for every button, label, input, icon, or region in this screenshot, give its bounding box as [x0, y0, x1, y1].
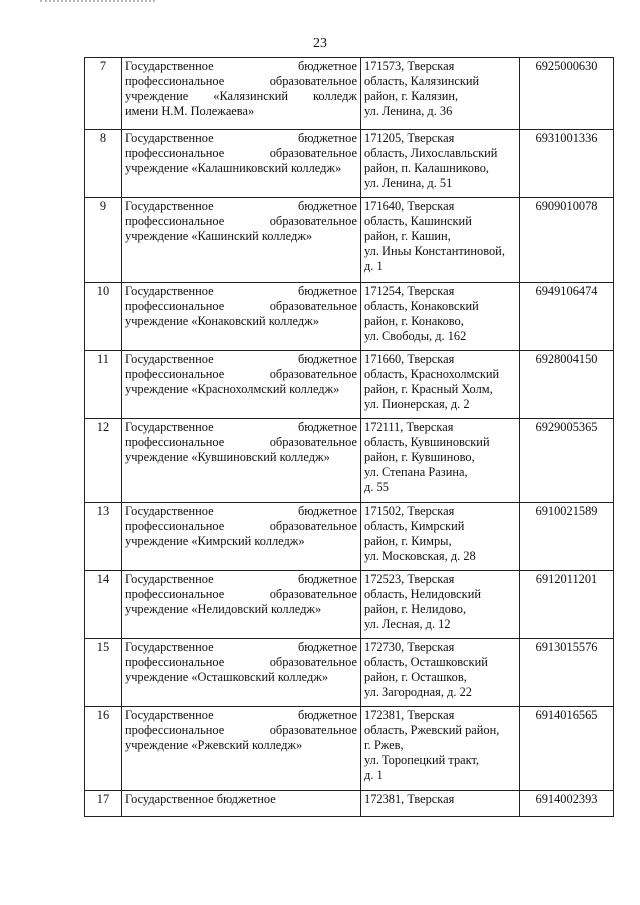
institution-name: [122, 58, 361, 130]
institution-address: [361, 130, 520, 198]
institution-name-line: Государственное бюджетное: [125, 59, 357, 73]
address-line: 172523, Тверская: [364, 572, 455, 586]
table-row: [85, 503, 614, 571]
address-line: область, Ржевский район,: [364, 723, 500, 737]
address-line: район, г. Кимры,: [364, 534, 452, 548]
row-number: 13: [85, 503, 122, 571]
address-line: район, г. Кувшиново,: [364, 450, 475, 464]
institution-name-line: учреждение «Осташковский колледж»: [125, 670, 329, 684]
address-line: область, Кимрский: [364, 519, 465, 533]
institution-name-line: профессиональное образовательное: [125, 655, 357, 669]
institution-name: [122, 351, 361, 419]
institution-inn: 6909010078: [520, 198, 614, 283]
institution-name: [122, 571, 361, 639]
institution-name-line: Государственное бюджетное: [125, 131, 357, 145]
institution-name-line: учреждение «Калашниковский колледж»: [125, 161, 342, 175]
address-line: область, Конаковский: [364, 299, 479, 313]
institution-inn: 6929005365: [520, 419, 614, 503]
institution-name-line: учреждение «Кашинский колледж»: [125, 229, 313, 243]
table-row: [85, 283, 614, 351]
address-line: район, г. Калязин,: [364, 89, 459, 103]
address-line: 171205, Тверская: [364, 131, 455, 145]
institution-inn: 6949106474: [520, 283, 614, 351]
institution-name-line: профессиональное образовательное: [125, 435, 357, 449]
institution-name-line: Государственное бюджетное: [125, 420, 357, 434]
institution-inn: 6928004150: [520, 351, 614, 419]
address-line: 171573, Тверская: [364, 59, 455, 73]
table-row: [85, 351, 614, 419]
table-row: [85, 639, 614, 707]
institution-inn: 6914016565: [520, 707, 614, 791]
institution-name-line: учреждение «Ржевский колледж»: [125, 738, 303, 752]
institution-name-line: учреждение «Краснохолмский колледж»: [125, 382, 340, 396]
institution-name: [122, 419, 361, 503]
address-line: район, г. Нелидово,: [364, 602, 467, 616]
address-line: 171254, Тверская: [364, 284, 455, 298]
row-number: 17: [85, 791, 122, 817]
institution-address: [361, 419, 520, 503]
row-number: 11: [85, 351, 122, 419]
institution-address: [361, 791, 520, 817]
address-line: 172730, Тверская: [364, 640, 455, 654]
institution-inn: 6914002393: [520, 791, 614, 817]
table-row: [85, 707, 614, 791]
table-body: [85, 58, 614, 817]
address-line: ул. Торопецкий тракт,: [364, 753, 480, 767]
institution-name: [122, 707, 361, 791]
institution-name-line: профессиональное образовательное: [125, 74, 357, 88]
address-line: 172111, Тверская: [364, 420, 454, 434]
institution-inn: 6913015576: [520, 639, 614, 707]
institution-name-line: учреждение «Кимрский колледж»: [125, 534, 305, 548]
institution-name-line: учреждение «Нелидовский колледж»: [125, 602, 322, 616]
institution-address: [361, 283, 520, 351]
address-line: 171640, Тверская: [364, 199, 455, 213]
institution-name-line: Государственное бюджетное: [125, 572, 357, 586]
address-line: область, Краснохолмский: [364, 367, 500, 381]
institution-name-line: профессиональное образовательное: [125, 519, 357, 533]
institution-address: [361, 198, 520, 283]
institution-name-line: профессиональное образовательное: [125, 723, 357, 737]
institution-name-line: профессиональное образовательное: [125, 367, 357, 381]
row-number: 7: [85, 58, 122, 130]
table-row: [85, 791, 614, 817]
address-line: район, г. Кашин,: [364, 229, 451, 243]
address-line: область, Осташковский: [364, 655, 488, 669]
institution-name-line: Государственное бюджетное: [125, 199, 357, 213]
address-line: ул. Московская, д. 28: [364, 549, 476, 563]
row-number: 8: [85, 130, 122, 198]
row-number: 15: [85, 639, 122, 707]
institution-address: [361, 639, 520, 707]
institution-name-line: учреждение «Калязинский колледж: [125, 89, 357, 103]
institution-inn: 6931001336: [520, 130, 614, 198]
address-line: ул. Пионерская, д. 2: [364, 397, 470, 411]
scan-artifact: [40, 0, 155, 8]
institution-name: [122, 503, 361, 571]
institution-name-line: учреждение «Конаковский колледж»: [125, 314, 319, 328]
institution-name: [122, 283, 361, 351]
address-line: ул. Ленина, д. 36: [364, 104, 453, 118]
row-number: 10: [85, 283, 122, 351]
address-line: г. Ржев,: [364, 738, 404, 752]
address-line: ул. Лесная, д. 12: [364, 617, 451, 631]
row-number: 14: [85, 571, 122, 639]
institution-address: [361, 351, 520, 419]
address-line: район, г. Конаково,: [364, 314, 464, 328]
table-row: [85, 198, 614, 283]
institution-address: [361, 707, 520, 791]
institution-address: [361, 571, 520, 639]
institution-name-line: Государственное бюджетное: [125, 504, 357, 518]
address-line: 172381, Тверская: [364, 708, 455, 722]
institution-name: [122, 791, 361, 817]
address-line: район, г. Осташков,: [364, 670, 467, 684]
institution-name: [122, 130, 361, 198]
institution-name-line: Государственное бюджетное: [125, 284, 357, 298]
row-number: 9: [85, 198, 122, 283]
address-line: д. 55: [364, 480, 389, 494]
address-line: район, г. Красный Холм,: [364, 382, 493, 396]
institution-address: [361, 503, 520, 571]
address-line: область, Нелидовский: [364, 587, 481, 601]
institution-name-line: профессиональное образовательное: [125, 214, 357, 228]
institution-address: [361, 58, 520, 130]
address-line: ул. Иньы Константиновой,: [364, 244, 505, 258]
row-number: 12: [85, 419, 122, 503]
page-number: 23: [313, 36, 327, 51]
institution-name-line: Государственное бюджетное: [125, 352, 357, 366]
address-line: 171502, Тверская: [364, 504, 455, 518]
institution-name-line: Государственное бюджетное: [125, 640, 357, 654]
address-line: область, Калязинский: [364, 74, 480, 88]
institution-name-line: Государственное бюджетное: [125, 708, 357, 722]
table-row: [85, 571, 614, 639]
institution-inn: 6910021589: [520, 503, 614, 571]
address-line: область, Кувшиновский: [364, 435, 490, 449]
institution-name: [122, 639, 361, 707]
address-line: ул. Свободы, д. 162: [364, 329, 467, 343]
address-line: область, Кашинский: [364, 214, 472, 228]
institution-name: [122, 198, 361, 283]
table-row: [85, 130, 614, 198]
row-number: 16: [85, 707, 122, 791]
table-row: [85, 58, 614, 130]
institution-name-line: имени Н.М. Полежаева»: [125, 104, 255, 118]
institution-inn: 6925000630: [520, 58, 614, 130]
address-line: район, п. Калашниково,: [364, 161, 490, 175]
address-line: ул. Степана Разина,: [364, 465, 468, 479]
address-line: 172381, Тверская: [364, 792, 455, 806]
address-line: 171660, Тверская: [364, 352, 455, 366]
address-line: д. 1: [364, 259, 383, 273]
table-row: [85, 419, 614, 503]
institution-name-line: профессиональное образовательное: [125, 299, 357, 313]
address-line: ул. Ленина, д. 51: [364, 176, 453, 190]
institution-name-line: Государственное бюджетное: [125, 792, 276, 806]
institution-inn: 6912011201: [520, 571, 614, 639]
address-line: область, Лихославльский: [364, 146, 498, 160]
institution-name-line: учреждение «Кувшиновский колледж»: [125, 450, 330, 464]
institution-name-line: профессиональное образовательное: [125, 146, 357, 160]
institution-name-line: профессиональное образовательное: [125, 587, 357, 601]
address-line: д. 1: [364, 768, 383, 782]
institutions-table: [84, 57, 614, 817]
address-line: ул. Загородная, д. 22: [364, 685, 472, 699]
